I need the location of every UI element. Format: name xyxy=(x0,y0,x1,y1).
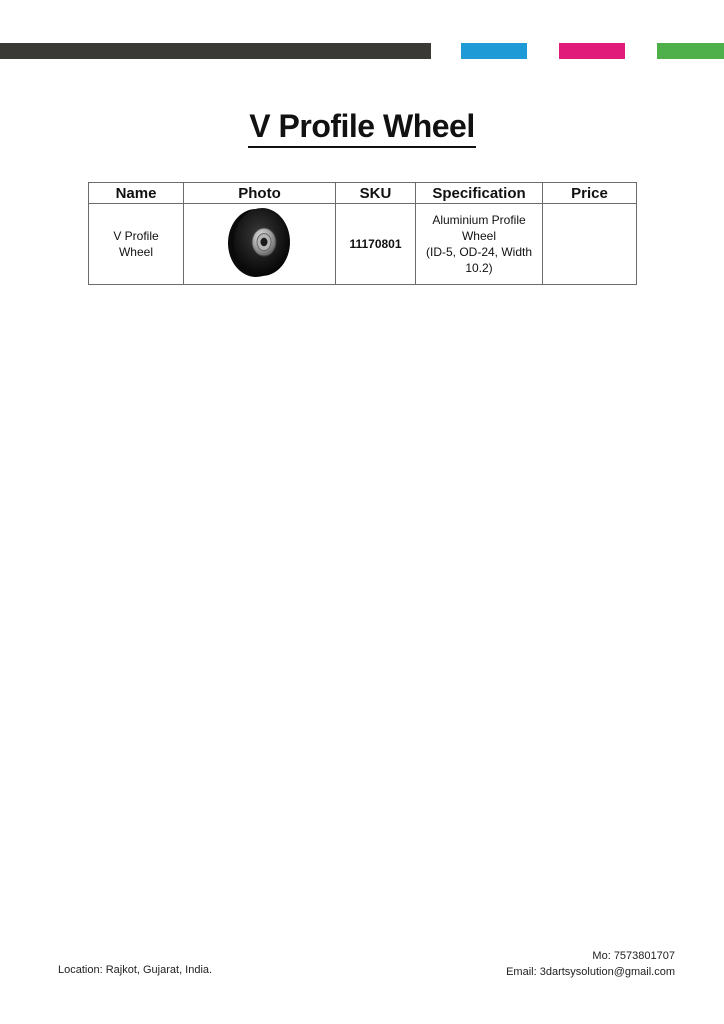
page-title xyxy=(0,108,724,145)
column-header-sku: SKU xyxy=(336,183,416,204)
header-bar-blue xyxy=(461,43,527,59)
table-row xyxy=(89,204,637,285)
cell-specification xyxy=(416,204,543,285)
header-bar-green xyxy=(657,43,724,59)
column-header-specification: Specification xyxy=(416,183,543,204)
footer-location: Location: Rajkot, Gujarat, India. xyxy=(58,964,213,976)
footer-email: Email: 3dartsysolution@gmail.com xyxy=(506,966,675,978)
wheel-photo-icon xyxy=(225,205,295,279)
column-header-name: Name xyxy=(89,183,184,204)
column-header-photo: Photo xyxy=(184,183,336,204)
product-table xyxy=(88,182,637,285)
footer-mobile: Mo: 7573801707 xyxy=(592,950,675,962)
page-title-text: V Profile Wheel xyxy=(248,108,475,148)
header-bar-dark xyxy=(0,43,431,59)
cell-photo xyxy=(184,204,336,285)
cell-price xyxy=(543,204,637,285)
specification-line-1: Aluminium Profile Wheel xyxy=(432,213,526,243)
specification-line-2: (ID-5, OD-24, Width 10.2) xyxy=(425,245,533,275)
table-header-row xyxy=(89,183,637,204)
cell-name: V Profile Wheel xyxy=(89,204,184,285)
header-bar-pink xyxy=(559,43,625,59)
cell-sku: 11170801 xyxy=(336,204,416,285)
footer-contact xyxy=(506,948,675,980)
column-header-price: Price xyxy=(543,183,637,204)
